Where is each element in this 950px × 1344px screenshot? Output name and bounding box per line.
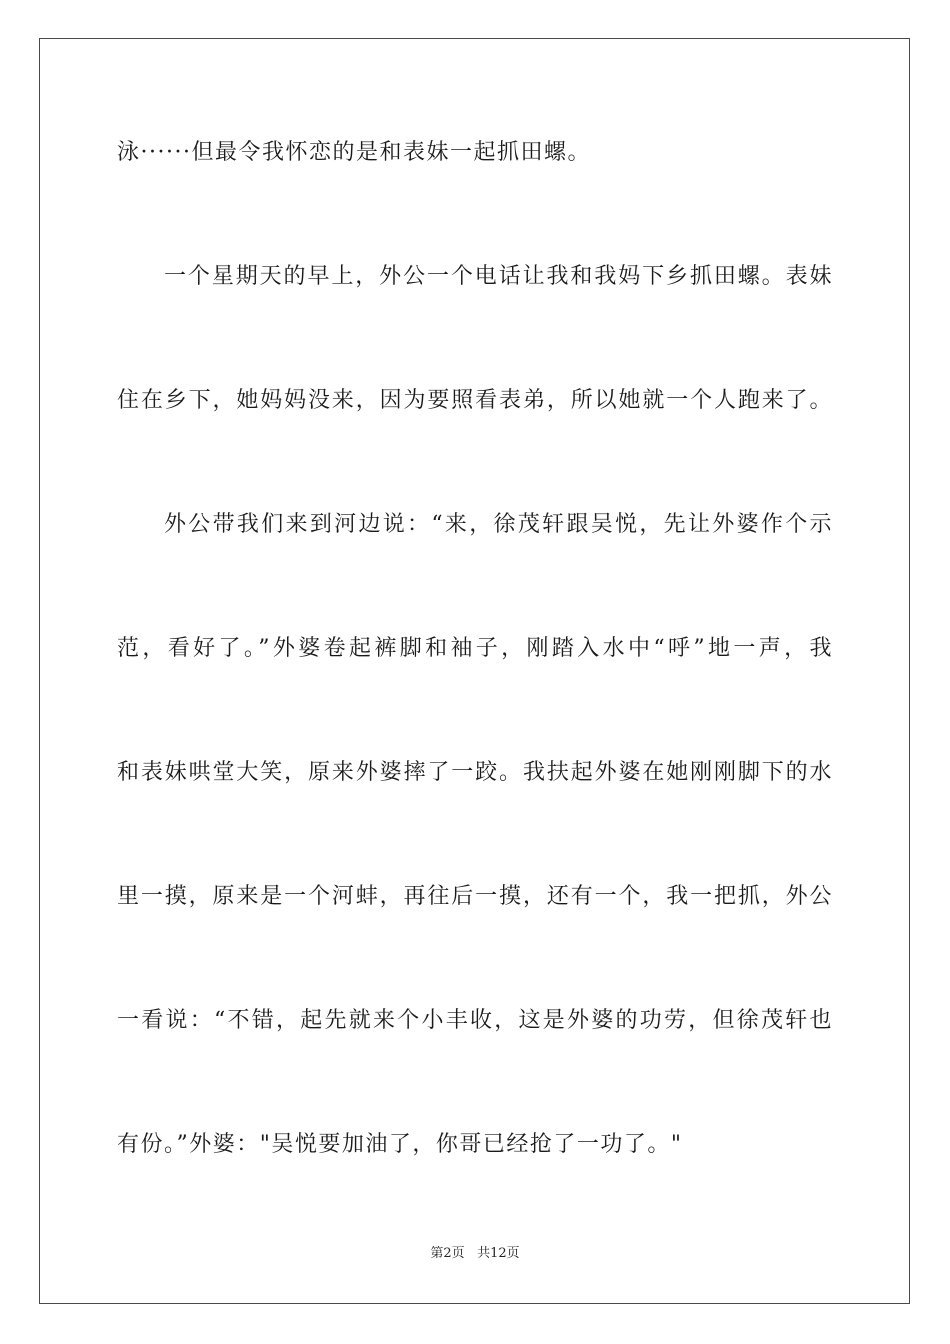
- paragraph-line-5: 范，看好了。”外婆卷起裤脚和袖子，刚踏入水中“呼”地一声，我: [117, 636, 833, 661]
- paragraph-line-6: 和表妹哄堂大笑，原来外婆摔了一跤。我扶起外婆在她刚刚脚下的水: [117, 760, 833, 785]
- paragraph-line-3: 住在乡下，她妈妈没来，因为要照看表弟，所以她就一个人跑来了。: [117, 388, 833, 413]
- paragraph-line-4: 外公带我们来到河边说：“来，徐茂轩跟吴悦，先让外婆作个示: [164, 512, 833, 537]
- paragraph-line-2: 一个星期天的早上，外公一个电话让我和我妈下乡抓田螺。表妹: [164, 264, 833, 289]
- paragraph-line-8: 一看说：“不错，起先就来个小丰收，这是外婆的功劳，但徐茂轩也: [117, 1008, 833, 1033]
- paragraph-line-7: 里一摸，原来是一个河蚌，再往后一摸，还有一个，我一把抓，外公: [117, 884, 833, 909]
- page-number: 第2页: [430, 1246, 465, 1261]
- page-footer: [0, 1246, 950, 1262]
- paragraph-line-9: 有份。”外婆："吴悦要加油了，你哥已经抢了一功了。": [117, 1132, 683, 1157]
- page-border: [39, 38, 910, 1304]
- paragraph-line-1: 泳······但最令我怀恋的是和表妹一起抓田螺。: [117, 140, 591, 165]
- page-total: 共12页: [477, 1246, 520, 1261]
